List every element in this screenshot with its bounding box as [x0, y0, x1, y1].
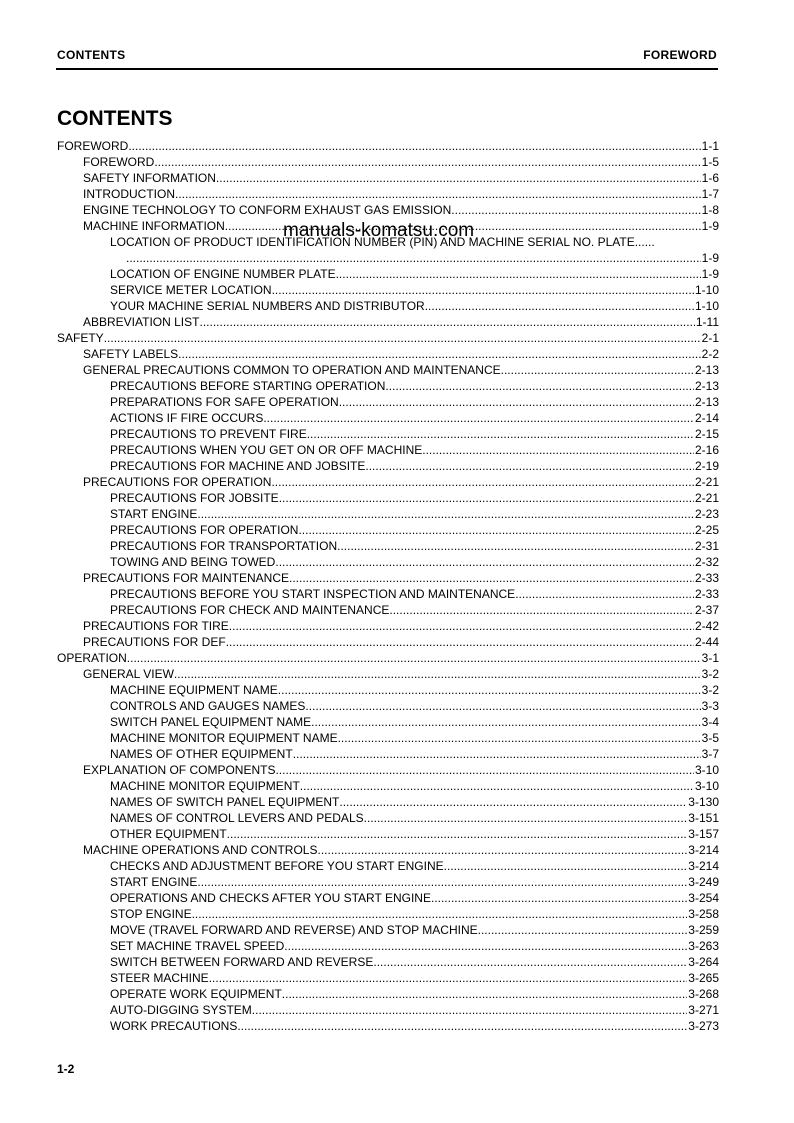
toc-entry-label: PRECAUTIONS FOR OPERATION	[83, 475, 272, 489]
toc-entry-label: PREPARATIONS FOR SAFE OPERATION	[110, 395, 339, 409]
toc-leader-dots	[229, 618, 694, 634]
toc-entry[interactable]	[57, 554, 719, 570]
toc-entry-label: OPERATIONS AND CHECKS AFTER YOU START ENGINE	[110, 891, 431, 905]
toc-entry-page: 2-19	[694, 459, 719, 473]
toc-leader-dots	[175, 186, 701, 202]
toc-entry[interactable]	[57, 570, 719, 586]
toc-entry[interactable]	[57, 730, 719, 746]
toc-entry[interactable]	[57, 682, 719, 698]
toc-entry-label: PRECAUTIONS FOR MAINTENANCE	[83, 571, 290, 585]
toc-entry-label: SET MACHINE TRAVEL SPEED	[110, 939, 285, 953]
toc-entry-label: EXPLANATION OF COMPONENTS	[83, 763, 276, 777]
toc-entry-page: 3-10	[694, 779, 719, 793]
toc-entry-label: TOWING AND BEING TOWED	[110, 555, 276, 569]
page-title: CONTENTS	[57, 107, 173, 130]
toc-entry-label: SWITCH BETWEEN FORWARD AND REVERSE	[110, 955, 374, 969]
toc-entry-page: 2-13	[694, 363, 719, 377]
toc-leader-dots	[339, 394, 694, 410]
toc-entry[interactable]	[57, 970, 719, 986]
toc-leader-dots	[389, 602, 694, 618]
toc-entry-label: OPERATE WORK EQUIPMENT	[110, 987, 282, 1001]
toc-leader-dots	[126, 250, 701, 266]
toc-leader-dots	[272, 282, 694, 298]
toc-leader-dots	[305, 698, 700, 714]
toc-leader-dots	[275, 762, 694, 778]
toc-leader-dots	[227, 826, 688, 842]
toc-entry-page: 3-263	[688, 939, 719, 953]
watermark: manuals-komatsu.com	[283, 220, 475, 241]
toc-entry-label: MACHINE EQUIPMENT NAME	[110, 683, 278, 697]
toc-leader-dots	[237, 1018, 687, 1034]
page-number: 1-2	[57, 1062, 75, 1076]
toc-entry-label: OPERATION	[57, 651, 127, 665]
toc-leader-dots	[338, 730, 701, 746]
toc-entry[interactable]	[57, 410, 719, 426]
toc-leader-dots	[263, 410, 694, 426]
toc-leader-dots	[178, 346, 701, 362]
toc-entry[interactable]	[57, 186, 719, 202]
toc-entry-page: 2-33	[694, 587, 719, 601]
toc-entry-page: 2-21	[694, 491, 719, 505]
toc-leader-dots	[154, 154, 700, 170]
toc-entry-page: 1-7	[701, 187, 719, 201]
toc-entry[interactable]	[57, 266, 719, 282]
toc-leader-dots	[300, 778, 694, 794]
toc-leader-dots	[293, 746, 701, 762]
toc-entry[interactable]	[57, 858, 719, 874]
toc-entry[interactable]	[57, 650, 719, 666]
toc-entry[interactable]	[57, 170, 719, 186]
toc-entry-label: STEER MACHINE	[110, 971, 209, 985]
toc-entry[interactable]	[57, 794, 719, 810]
toc-entry-label: NAMES OF CONTROL LEVERS AND PEDALS	[110, 811, 364, 825]
toc-entry[interactable]	[57, 906, 719, 922]
toc-entry[interactable]	[57, 698, 719, 714]
toc-entry-label: GENERAL VIEW	[83, 667, 174, 681]
toc-entry-label: MACHINE OPERATIONS AND CONTROLS	[83, 843, 318, 857]
toc-entry[interactable]	[57, 954, 719, 970]
toc-leader-dots	[209, 970, 688, 986]
toc-entry-page: 3-3	[701, 699, 719, 713]
toc-entry[interactable]	[57, 810, 719, 826]
toc-entry-page: 3-265	[688, 971, 719, 985]
toc-entry-label: STOP ENGINE	[110, 907, 192, 921]
toc-leader-dots	[365, 458, 694, 474]
toc-entry-label: ENGINE TECHNOLOGY TO CONFORM EXHAUST GAS EMISSION	[83, 203, 452, 217]
toc-entry-page: 3-151	[688, 811, 719, 825]
toc-entry-label: MACHINE MONITOR EQUIPMENT NAME	[110, 731, 338, 745]
toc-entry[interactable]	[57, 746, 719, 762]
toc-entry-label: PRECAUTIONS WHEN YOU GET ON OR OFF MACHINE	[110, 443, 423, 457]
toc-entry-page: 1-9	[701, 267, 719, 281]
toc-leader-dots	[385, 378, 694, 394]
toc-leader-dots	[216, 170, 701, 186]
toc-entry-label: PRECAUTIONS BEFORE STARTING OPERATION	[110, 379, 386, 393]
toc-entry-page: 2-2	[701, 347, 719, 361]
toc-entry-page: 3-157	[688, 827, 719, 841]
toc-entry-label: PRECAUTIONS FOR CHECK AND MAINTENANCE	[110, 603, 390, 617]
toc-entry-page: 1-5	[701, 155, 719, 169]
toc-entry-label: SAFETY INFORMATION	[83, 171, 216, 185]
toc-leader-dots	[174, 666, 701, 682]
toc-entry-page: 2-21	[694, 475, 719, 489]
toc-entry[interactable]	[57, 282, 719, 298]
toc-entry[interactable]	[57, 618, 719, 634]
toc-entry-page: 2-25	[694, 523, 719, 537]
toc-leader-dots	[422, 442, 694, 458]
toc-entry-page: 3-264	[688, 955, 719, 969]
toc-entry-label: LOCATION OF ENGINE NUMBER PLATE	[110, 267, 336, 281]
toc-entry-label: PRECAUTIONS FOR JOBSITE	[110, 491, 279, 505]
toc-entry-page: 2-42	[694, 619, 719, 633]
toc-entry-page: 3-273	[688, 1019, 719, 1033]
toc-entry-page: 1-8	[701, 203, 719, 217]
toc-entry-label: PRECAUTIONS FOR TIRE	[83, 619, 229, 633]
toc-entry-label: PRECAUTIONS FOR TRANSPORTATION	[110, 539, 338, 553]
toc-entry-label: PRECAUTIONS FOR DEF	[83, 635, 226, 649]
toc-entry[interactable]	[57, 538, 719, 554]
toc-entry-label: AUTO-DIGGING SYSTEM	[110, 1003, 252, 1017]
toc-leader-dots	[284, 938, 687, 954]
toc-entry-label: YOUR MACHINE SERIAL NUMBERS AND DISTRIBUTOR	[110, 299, 425, 313]
toc-entry[interactable]	[57, 602, 719, 618]
toc-leader-dots	[635, 234, 655, 250]
toc-entry-label: SWITCH PANEL EQUIPMENT NAME	[110, 715, 312, 729]
toc-entry[interactable]	[57, 938, 719, 954]
toc-entry[interactable]	[57, 474, 719, 490]
toc-leader-dots	[289, 570, 694, 586]
toc-leader-dots	[279, 490, 694, 506]
toc-entry-page: 3-259	[688, 923, 719, 937]
toc-leader-dots	[128, 138, 700, 154]
toc-entry[interactable]	[57, 490, 719, 506]
toc-entry-label: ABBREVIATION LIST	[83, 315, 200, 329]
toc-entry-label: ACTIONS IF FIRE OCCURS	[110, 411, 264, 425]
toc-entry[interactable]	[57, 842, 719, 858]
toc-entry-label: START ENGINE	[110, 875, 198, 889]
toc-leader-dots	[271, 474, 694, 490]
toc-leader-dots	[364, 810, 688, 826]
toc-entry-page: 3-130	[688, 795, 719, 809]
toc-leader-dots	[451, 202, 700, 218]
toc-entry-label: NAMES OF SWITCH PANEL EQUIPMENT	[110, 795, 340, 809]
toc-leader-dots	[226, 634, 694, 650]
toc-entry[interactable]	[57, 762, 719, 778]
toc-entry-page: 1-9	[701, 251, 719, 265]
toc-entry-page	[655, 234, 656, 250]
toc-leader-dots	[298, 522, 694, 538]
toc-entry-page: 2-32	[694, 555, 719, 569]
toc-entry[interactable]	[57, 442, 719, 458]
toc-entry-page: 3-214	[688, 843, 719, 857]
toc-entry-label: MOVE (TRAVEL FORWARD AND REVERSE) AND STOP MACHINE	[110, 923, 478, 937]
toc-entry[interactable]	[57, 778, 719, 794]
toc-entry-page: 1-6	[701, 171, 719, 185]
toc-leader-dots	[431, 890, 687, 906]
toc-entry-page: 1-1	[701, 139, 719, 153]
toc-leader-dots	[127, 650, 701, 666]
toc-leader-dots	[425, 298, 694, 314]
toc-entry-page: 3-7	[701, 747, 719, 761]
toc-entry[interactable]	[57, 666, 719, 682]
toc-entry-page: 3-2	[701, 683, 719, 697]
running-header-right: FOREWORD	[643, 48, 717, 62]
toc-entry[interactable]	[57, 634, 719, 650]
toc-entry-label: PRECAUTIONS FOR OPERATION	[110, 523, 299, 537]
toc-entry[interactable]	[57, 458, 719, 474]
toc-entry-label: CHECKS AND ADJUSTMENT BEFORE YOU START ENGINE	[110, 859, 444, 873]
toc-entry[interactable]	[57, 506, 719, 522]
toc-entry-page: 2-44	[694, 635, 719, 649]
toc-leader-dots	[282, 986, 688, 1002]
toc-entry-label: PRECAUTIONS TO PREVENT FIRE	[110, 427, 307, 441]
toc-leader-dots	[252, 1002, 688, 1018]
toc-leader-dots	[339, 794, 687, 810]
toc-entry[interactable]	[57, 330, 719, 346]
toc-entry-page: 2-15	[694, 427, 719, 441]
toc-entry[interactable]	[57, 986, 719, 1002]
toc-entry-page: 1-10	[694, 299, 719, 313]
toc-entry-page: 3-254	[688, 891, 719, 905]
toc-entry-page: 2-13	[694, 395, 719, 409]
toc-entry-page: 3-5	[701, 731, 719, 745]
toc-leader-dots	[197, 874, 687, 890]
toc-entry-label: SAFETY	[57, 331, 104, 345]
toc-leader-dots	[199, 314, 694, 330]
toc-entry[interactable]	[57, 1002, 719, 1018]
toc-entry-page: 3-258	[688, 907, 719, 921]
toc-leader-dots	[478, 922, 688, 938]
toc-entry-label: SERVICE METER LOCATION	[110, 283, 272, 297]
toc-leader-dots	[515, 586, 694, 602]
toc-entry[interactable]	[57, 522, 719, 538]
toc-leader-dots	[275, 554, 694, 570]
toc-entry[interactable]	[57, 154, 719, 170]
toc-entry[interactable]	[57, 138, 719, 154]
toc-entry[interactable]	[57, 202, 719, 218]
toc-entry-label: OTHER EQUIPMENT	[110, 827, 227, 841]
toc-leader-dots	[197, 506, 694, 522]
toc-entry-label: PRECAUTIONS BEFORE YOU START INSPECTION AND MAINTENANCE	[110, 587, 516, 601]
toc-entry-page: 2-13	[694, 379, 719, 393]
toc-entry[interactable]	[57, 250, 719, 266]
toc-leader-dots	[336, 266, 701, 282]
toc-entry-label: LOCATION OF PRODUCT IDENTIFICATION NUMBER (PIN) AND MACHINE SERIAL NO. PLATE	[110, 235, 635, 249]
toc-entry-label: START ENGINE	[110, 507, 198, 521]
toc-entry[interactable]	[57, 314, 719, 330]
toc-entry-label: GENERAL PRECAUTIONS COMMON TO OPERATION AND MAINTENANCE	[83, 363, 501, 377]
toc-leader-dots	[501, 362, 694, 378]
toc-entry-page: 3-214	[688, 859, 719, 873]
toc-entry-label: MACHINE MONITOR EQUIPMENT	[110, 779, 300, 793]
toc-leader-dots	[311, 714, 701, 730]
toc-leader-dots	[337, 538, 694, 554]
toc-entry-page: 2-14	[694, 411, 719, 425]
toc-entry[interactable]	[57, 714, 719, 730]
toc-leader-dots	[104, 330, 701, 346]
running-header-left: CONTENTS	[57, 48, 126, 62]
toc-entry[interactable]	[57, 394, 719, 410]
toc-entry-label: PRECAUTIONS FOR MACHINE AND JOBSITE	[110, 459, 366, 473]
toc-entry-label: FOREWORD	[83, 155, 155, 169]
toc-entry-page: 1-11	[695, 315, 719, 329]
toc-entry-page: 3-268	[688, 987, 719, 1001]
toc-leader-dots	[307, 426, 694, 442]
toc-entry-page: 1-9	[701, 219, 719, 233]
toc-entry-page: 1-10	[694, 283, 719, 297]
toc-leader-dots	[192, 906, 688, 922]
toc-leader-dots	[317, 842, 687, 858]
toc-entry-page: 3-2	[701, 667, 719, 681]
toc-entry-page: 3-249	[688, 875, 719, 889]
toc-entry-label: CONTROLS AND GAUGES NAMES	[110, 699, 306, 713]
toc-entry[interactable]	[57, 890, 719, 906]
toc-entry[interactable]	[57, 1018, 719, 1034]
toc-entry[interactable]	[57, 922, 719, 938]
toc-entry-page: 2-37	[694, 603, 719, 617]
toc-entry-page: 3-4	[701, 715, 719, 729]
toc-entry-page: 2-31	[694, 539, 719, 553]
toc-entry[interactable]	[57, 426, 719, 442]
table-of-contents	[57, 138, 719, 1034]
toc-entry[interactable]	[57, 378, 719, 394]
toc-entry-page: 3-1	[701, 651, 719, 665]
toc-entry-label: FOREWORD	[57, 139, 129, 153]
toc-entry-page: 2-1	[701, 331, 719, 345]
toc-entry[interactable]	[57, 346, 719, 362]
toc-leader-dots	[373, 954, 687, 970]
toc-entry-label: MACHINE INFORMATION	[83, 219, 225, 233]
toc-entry-label: NAMES OF OTHER EQUIPMENT	[110, 747, 293, 761]
toc-entry[interactable]	[57, 874, 719, 890]
toc-entry[interactable]	[57, 826, 719, 842]
toc-entry-label: INTRODUCTION	[83, 187, 175, 201]
toc-entry-page: 2-16	[694, 443, 719, 457]
toc-leader-dots	[444, 858, 688, 874]
toc-entry-page: 2-33	[694, 571, 719, 585]
toc-entry[interactable]	[57, 586, 719, 602]
header-rule	[56, 68, 718, 70]
toc-leader-dots	[278, 682, 701, 698]
toc-entry-page: 2-23	[694, 507, 719, 521]
toc-entry-label: WORK PRECAUTIONS	[110, 1019, 238, 1033]
toc-entry-label: SAFETY LABELS	[83, 347, 179, 361]
toc-entry[interactable]	[57, 298, 719, 314]
toc-entry[interactable]	[57, 362, 719, 378]
toc-entry-page: 3-271	[688, 1003, 719, 1017]
toc-entry-page: 3-10	[694, 763, 719, 777]
